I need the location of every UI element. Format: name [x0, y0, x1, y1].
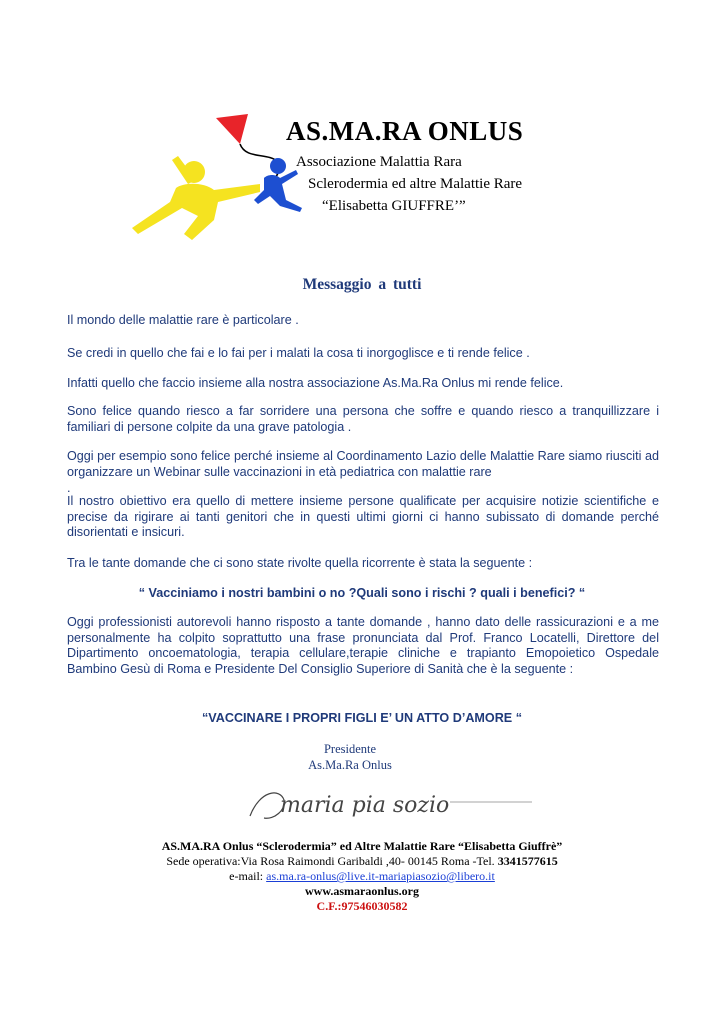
paragraph-4: Sono felice quando riesco a far sorridere una persona che soffre e quando riesco a tranquillizzare i familiari di persone colpite da una grave patologia . [67, 404, 659, 434]
footer-email-line: e-mail: as.ma.ra-onlus@live.it-mariapiasozio@libero.it [229, 869, 495, 883]
paragraph-1: Il mondo delle malattie rare è particolare . [67, 313, 299, 327]
signer-org: As.Ma.Ra Onlus [308, 758, 392, 772]
paragraph-5-dot: . [67, 481, 71, 495]
svg-text:maria pia sozio: maria pia sozio [280, 793, 450, 818]
footer-phone: 3341577615 [497, 854, 558, 868]
paragraph-7: Tra le tante domande che ci sono state rivolte quella ricorrente è stata la seguente : [67, 556, 533, 570]
paragraph-5: Oggi per esempio sono felice perché insieme al Coordinamento Lazio delle Malattie Rare siamo riusciti ad organizzare un Webinar sulle vaccinazioni in età pediatrica con malattie rare [67, 449, 659, 479]
footer-website[interactable]: www.asmaraonlus.org [304, 884, 419, 898]
association-logo [118, 100, 538, 250]
paragraph-3: Infatti quello che faccio insieme alla nostra associazione As.Ma.Ra Onlus mi rende felice. [67, 376, 564, 390]
paragraph-2: Se credi in quello che fai e lo fai per i malati la cosa ti inorgoglisce e ti rende felice . [67, 346, 530, 360]
logo-subtitle-line1: Associazione Malattia Rara [296, 154, 462, 170]
paragraph-6: Il nostro obiettivo era quello di mettere insieme persone qualificate per acquisire notizie scientifiche e precise da rigirare ai tanti genitori che in questi ultimi giorni ci hanno subissato di domande perché disorientati e insicuri. [67, 494, 659, 539]
footer-tax-code: C.F.:97546030582 [316, 899, 408, 913]
logo-title: AS.MA.RA ONLUS [286, 116, 524, 146]
logo-subtitle-line3: “Elisabetta GIUFFRE’” [322, 198, 466, 214]
signer-role: Presidente [323, 742, 377, 756]
footer-line1: AS.MA.RA Onlus “Sclerodermia” ed Altre Malattie Rare “Elisabetta Giuffrè” [161, 839, 563, 853]
signer-block [300, 741, 400, 773]
page-title: Messaggio a tutti [302, 276, 422, 293]
footer-email-link[interactable]: as.ma.ra-onlus@live.it-mariapiasozio@libero.it [266, 869, 495, 883]
paragraph-8: Oggi professionisti autorevoli hanno risposto a tante domande , hanno dato delle rassicurazioni e a me personalmente ha colpito soprattutto una frase pronunciata dal Prof. Franco Locatelli, Direttore del Dipartimento oncoematologia, terapia cellulare,terapie cliniche e trapianto Emopoietico Ospedale Bambino Gesù di Roma e Presidente Del Consiglio Superiore di Sanità che è la seguente : [67, 615, 659, 676]
quote-line: “VACCINARE I PROPRI FIGLI E’ UN ATTO D’AMORE “ [202, 711, 522, 725]
blue-figure [254, 158, 302, 212]
question-line: “ Vacciniamo i nostri bambini o no ?Quali sono i rischi ? quali i benefici? “ [138, 586, 586, 600]
footer-address: Sede operativa:Via Rosa Raimondi Garibaldi ,40- 00145 Roma -Tel. 3341577615 [166, 854, 558, 868]
handwritten-signature [240, 780, 540, 830]
footer [0, 839, 724, 914]
kite-shape [216, 114, 248, 144]
yellow-figure [132, 156, 260, 240]
logo-subtitle-line2: Sclerodermia ed altre Malattie Rare [308, 176, 523, 192]
